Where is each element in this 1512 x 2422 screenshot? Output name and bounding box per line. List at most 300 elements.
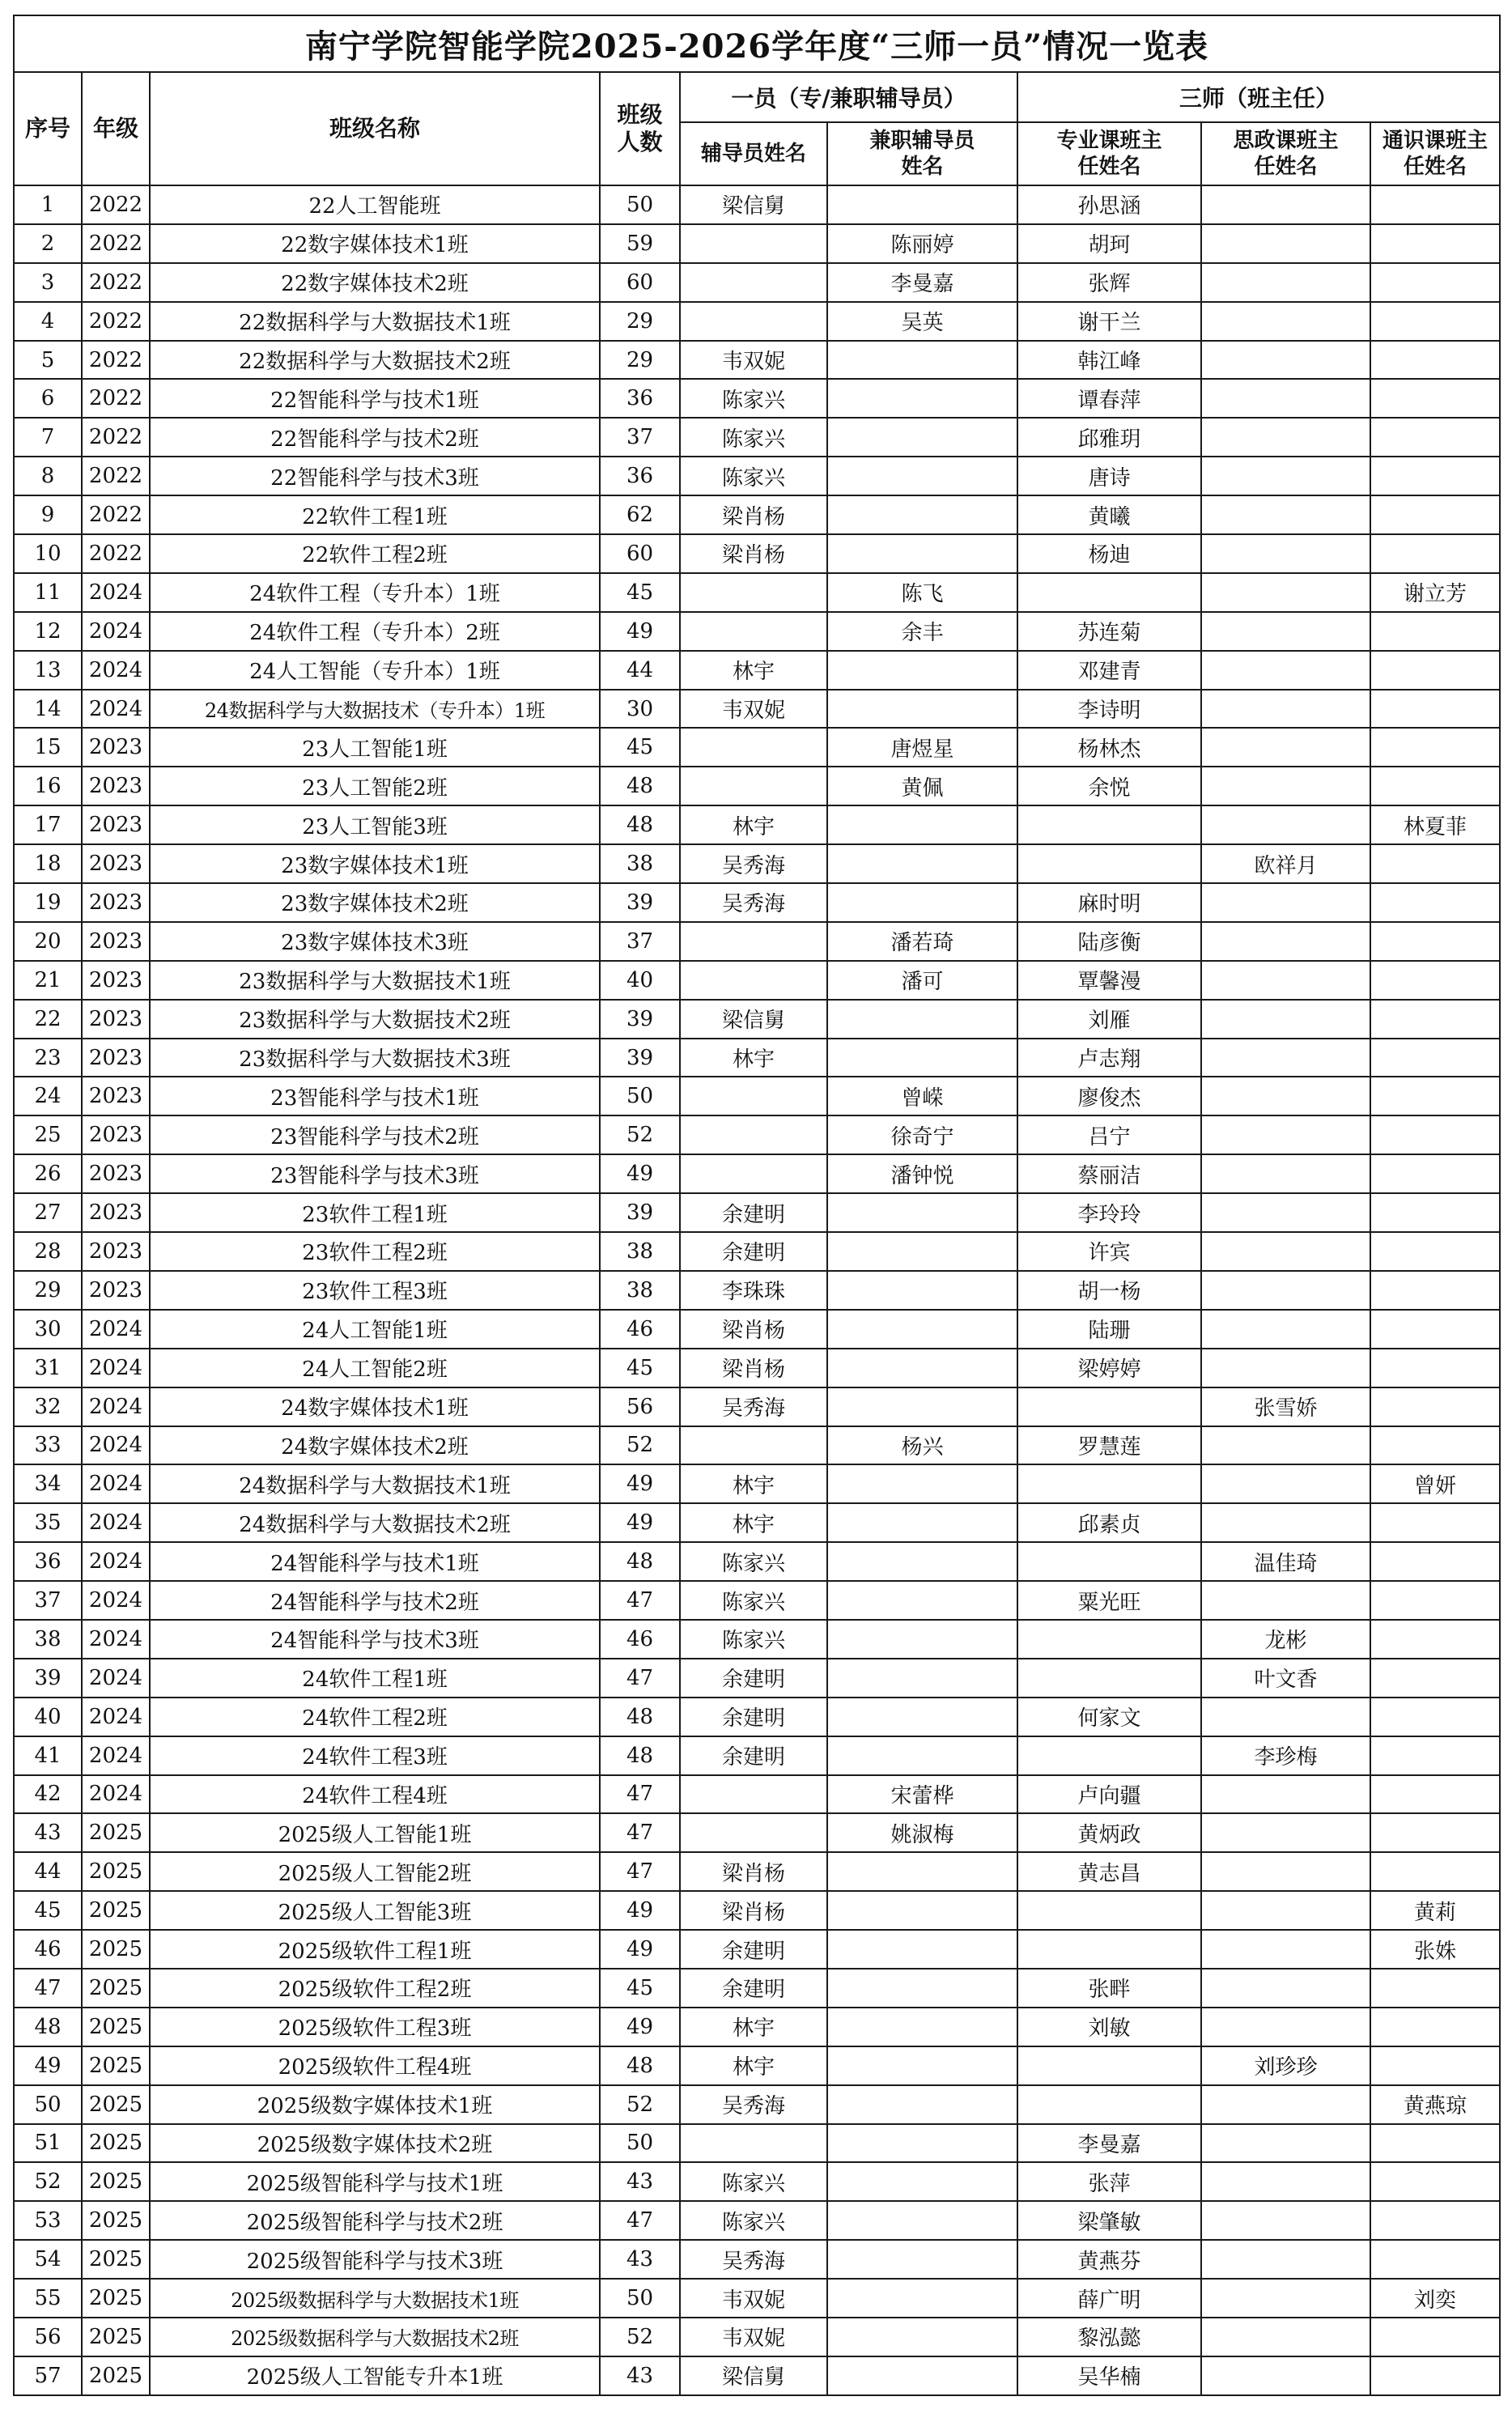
cell-class-size: 29 — [600, 341, 680, 380]
cell-index: 44 — [14, 1852, 82, 1891]
cell-index: 14 — [14, 690, 82, 729]
cell-grade: 2024 — [82, 1464, 150, 1503]
cell-general-teacher — [1370, 302, 1500, 341]
table-row — [14, 1659, 1500, 1698]
cell-general-teacher — [1370, 1775, 1500, 1814]
cell-major-teacher: 苏连菊 — [1017, 612, 1201, 651]
cell-general-teacher — [1370, 1620, 1500, 1659]
cell-class-size: 62 — [600, 495, 680, 534]
cell-grade: 2025 — [82, 2162, 150, 2201]
cell-grade: 2022 — [82, 418, 150, 457]
cell-general-teacher — [1370, 2008, 1500, 2046]
cell-major-teacher: 刘敏 — [1017, 2008, 1201, 2046]
cell-major-teacher — [1017, 1620, 1201, 1659]
cell-general-teacher — [1370, 1736, 1500, 1775]
cell-counselor: 余建明 — [680, 1193, 827, 1232]
cell-class-size: 37 — [600, 418, 680, 457]
cell-grade: 2022 — [82, 379, 150, 418]
spreadsheet — [13, 15, 1499, 2396]
cell-index: 16 — [14, 767, 82, 805]
cell-counselor: 陈家兴 — [680, 1620, 827, 1659]
cell-ideology-teacher: 刘珍珍 — [1201, 2046, 1370, 2085]
cell-ideology-teacher — [1201, 2356, 1370, 2395]
cell-index: 46 — [14, 1930, 82, 1969]
cell-class-name: 24智能科学与技术2班 — [150, 1581, 600, 1620]
cell-counselor: 梁肖杨 — [680, 1349, 827, 1387]
cell-class-name: 2025级人工智能专升本1班 — [150, 2356, 600, 2395]
cell-index: 35 — [14, 1503, 82, 1542]
cell-part-time-counselor — [827, 1271, 1017, 1310]
cell-counselor: 陈家兴 — [680, 418, 827, 457]
cell-class-name: 2025级智能科学与技术1班 — [150, 2162, 600, 2201]
cell-counselor: 林宇 — [680, 1503, 827, 1542]
cell-part-time-counselor — [827, 2240, 1017, 2279]
table-row — [14, 1387, 1500, 1426]
cell-class-size: 43 — [600, 2162, 680, 2201]
cell-class-name: 23软件工程2班 — [150, 1232, 600, 1271]
table-row — [14, 1077, 1500, 1115]
cell-index: 11 — [14, 573, 82, 612]
cell-ideology-teacher — [1201, 767, 1370, 805]
cell-index: 5 — [14, 341, 82, 380]
cell-class-size: 60 — [600, 534, 680, 573]
cell-index: 29 — [14, 1271, 82, 1310]
cell-counselor: 韦双妮 — [680, 690, 827, 729]
cell-class-name: 23数据科学与大数据技术2班 — [150, 1000, 600, 1039]
cell-major-teacher: 梁肇敏 — [1017, 2201, 1201, 2240]
header-major-teacher: 专业课班主任姓名 — [1017, 122, 1201, 185]
table-row — [14, 1930, 1500, 1969]
table-row — [14, 922, 1500, 961]
cell-class-name: 2025级软件工程1班 — [150, 1930, 600, 1969]
cell-counselor — [680, 1115, 827, 1154]
cell-index: 32 — [14, 1387, 82, 1426]
cell-general-teacher — [1370, 922, 1500, 961]
page-title: 南宁学院智能学院2025-2026学年度“三师一员”情况一览表 — [14, 15, 1500, 72]
cell-ideology-teacher — [1201, 1426, 1370, 1465]
cell-index: 20 — [14, 922, 82, 961]
cell-counselor: 吴秀海 — [680, 844, 827, 883]
cell-index: 56 — [14, 2318, 82, 2356]
cell-grade: 2023 — [82, 961, 150, 1000]
cell-part-time-counselor — [827, 2162, 1017, 2201]
cell-general-teacher — [1370, 1503, 1500, 1542]
cell-counselor: 林宇 — [680, 805, 827, 844]
table-row — [14, 1271, 1500, 1310]
cell-class-size: 39 — [600, 1039, 680, 1077]
cell-index: 36 — [14, 1542, 82, 1581]
cell-class-name: 2025级数据科学与大数据技术1班 — [150, 2279, 600, 2318]
cell-major-teacher: 麻时明 — [1017, 883, 1201, 922]
table-row — [14, 1698, 1500, 1736]
cell-grade: 2023 — [82, 1232, 150, 1271]
table-row — [14, 2279, 1500, 2318]
cell-part-time-counselor: 徐奇宁 — [827, 1115, 1017, 1154]
cell-class-name: 23人工智能2班 — [150, 767, 600, 805]
cell-major-teacher: 黎泓懿 — [1017, 2318, 1201, 2356]
cell-major-teacher: 杨林杰 — [1017, 728, 1201, 767]
cell-grade: 2025 — [82, 2356, 150, 2395]
cell-class-size: 48 — [600, 1736, 680, 1775]
table-row — [14, 2124, 1500, 2163]
cell-grade: 2023 — [82, 1271, 150, 1310]
cell-ideology-teacher — [1201, 1349, 1370, 1387]
cell-grade: 2024 — [82, 1620, 150, 1659]
cell-index: 39 — [14, 1659, 82, 1698]
cell-part-time-counselor — [827, 805, 1017, 844]
cell-class-size: 50 — [600, 2124, 680, 2163]
cell-major-teacher: 覃馨漫 — [1017, 961, 1201, 1000]
cell-counselor — [680, 612, 827, 651]
cell-class-name: 24智能科学与技术3班 — [150, 1620, 600, 1659]
cell-ideology-teacher — [1201, 612, 1370, 651]
cell-major-teacher: 邓建青 — [1017, 651, 1201, 690]
cell-counselor: 林宇 — [680, 2008, 827, 2046]
cell-class-size: 49 — [600, 612, 680, 651]
cell-index: 22 — [14, 1000, 82, 1039]
table-row — [14, 690, 1500, 729]
cell-part-time-counselor — [827, 1542, 1017, 1581]
table-row — [14, 1852, 1500, 1891]
cell-counselor: 陈家兴 — [680, 2201, 827, 2240]
table-row — [14, 805, 1500, 844]
cell-counselor: 余建明 — [680, 1969, 827, 2008]
cell-counselor: 余建明 — [680, 1232, 827, 1271]
cell-class-name: 23数字媒体技术3班 — [150, 922, 600, 961]
cell-part-time-counselor — [827, 185, 1017, 224]
table-row — [14, 263, 1500, 302]
cell-index: 30 — [14, 1310, 82, 1349]
cell-part-time-counselor — [827, 534, 1017, 573]
cell-part-time-counselor — [827, 2085, 1017, 2124]
cell-general-teacher — [1370, 1154, 1500, 1193]
table-row — [14, 379, 1500, 418]
cell-general-teacher — [1370, 1813, 1500, 1852]
table-row — [14, 1969, 1500, 2008]
cell-part-time-counselor — [827, 2124, 1017, 2163]
cell-general-teacher — [1370, 2162, 1500, 2201]
cell-ideology-teacher — [1201, 2124, 1370, 2163]
cell-ideology-teacher: 龙彬 — [1201, 1620, 1370, 1659]
cell-part-time-counselor — [827, 2356, 1017, 2395]
cell-class-name: 24软件工程4班 — [150, 1775, 600, 1814]
cell-part-time-counselor — [827, 690, 1017, 729]
cell-part-time-counselor — [827, 1581, 1017, 1620]
cell-ideology-teacher — [1201, 573, 1370, 612]
cell-grade: 2024 — [82, 690, 150, 729]
cell-class-size: 47 — [600, 1775, 680, 1814]
cell-grade: 2022 — [82, 263, 150, 302]
cell-ideology-teacher — [1201, 1581, 1370, 1620]
cell-general-teacher — [1370, 2046, 1500, 2085]
cell-ideology-teacher — [1201, 1969, 1370, 2008]
cell-ideology-teacher — [1201, 302, 1370, 341]
cell-class-size: 48 — [600, 2046, 680, 2085]
table-row — [14, 2046, 1500, 2085]
cell-grade: 2024 — [82, 1503, 150, 1542]
cell-major-teacher — [1017, 844, 1201, 883]
cell-part-time-counselor — [827, 1503, 1017, 1542]
cell-class-name: 2025级智能科学与技术2班 — [150, 2201, 600, 2240]
cell-major-teacher: 杨迪 — [1017, 534, 1201, 573]
cell-counselor: 余建明 — [680, 1736, 827, 1775]
cell-ideology-teacher — [1201, 495, 1370, 534]
cell-index: 33 — [14, 1426, 82, 1465]
cell-general-teacher: 谢立芳 — [1370, 573, 1500, 612]
table-row — [14, 883, 1500, 922]
cell-class-size: 52 — [600, 2318, 680, 2356]
cell-general-teacher — [1370, 1310, 1500, 1349]
cell-index: 7 — [14, 418, 82, 457]
cell-part-time-counselor — [827, 844, 1017, 883]
cell-major-teacher: 邱雅玥 — [1017, 418, 1201, 457]
table-row — [14, 185, 1500, 224]
cell-counselor — [680, 961, 827, 1000]
cell-index: 47 — [14, 1969, 82, 2008]
cell-grade: 2023 — [82, 805, 150, 844]
cell-class-name: 22数字媒体技术1班 — [150, 224, 600, 263]
cell-counselor: 梁信舅 — [680, 2356, 827, 2395]
cell-class-name: 24软件工程（专升本）1班 — [150, 573, 600, 612]
cell-counselor — [680, 224, 827, 263]
cell-major-teacher — [1017, 1464, 1201, 1503]
cell-part-time-counselor — [827, 1659, 1017, 1698]
cell-general-teacher — [1370, 1387, 1500, 1426]
cell-general-teacher — [1370, 1426, 1500, 1465]
cell-ideology-teacher — [1201, 2085, 1370, 2124]
cell-part-time-counselor: 潘若琦 — [827, 922, 1017, 961]
cell-counselor: 梁肖杨 — [680, 534, 827, 573]
cell-part-time-counselor: 宋蕾桦 — [827, 1775, 1017, 1814]
cell-general-teacher — [1370, 1115, 1500, 1154]
cell-class-name: 23人工智能1班 — [150, 728, 600, 767]
table-row — [14, 495, 1500, 534]
cell-class-size: 52 — [600, 1115, 680, 1154]
cell-grade: 2023 — [82, 922, 150, 961]
table-row — [14, 767, 1500, 805]
cell-ideology-teacher — [1201, 805, 1370, 844]
cell-major-teacher: 李玲玲 — [1017, 1193, 1201, 1232]
table-row — [14, 224, 1500, 263]
table-row — [14, 302, 1500, 341]
cell-major-teacher: 黄曦 — [1017, 495, 1201, 534]
cell-class-size: 43 — [600, 2240, 680, 2279]
cell-part-time-counselor: 陈飞 — [827, 573, 1017, 612]
cell-index: 18 — [14, 844, 82, 883]
cell-counselor — [680, 573, 827, 612]
cell-class-size: 45 — [600, 728, 680, 767]
cell-general-teacher — [1370, 1542, 1500, 1581]
cell-class-size: 50 — [600, 2279, 680, 2318]
cell-index: 24 — [14, 1077, 82, 1115]
cell-part-time-counselor: 陈丽婷 — [827, 224, 1017, 263]
cell-major-teacher: 黄炳政 — [1017, 1813, 1201, 1852]
cell-grade: 2024 — [82, 1542, 150, 1581]
cell-index: 19 — [14, 883, 82, 922]
cell-general-teacher: 黄莉 — [1370, 1891, 1500, 1930]
table-row — [14, 2085, 1500, 2124]
cell-ideology-teacher — [1201, 651, 1370, 690]
cell-major-teacher — [1017, 1387, 1201, 1426]
cell-counselor — [680, 1775, 827, 1814]
cell-ideology-teacher — [1201, 1813, 1370, 1852]
table-row — [14, 1154, 1500, 1193]
cell-grade: 2025 — [82, 2201, 150, 2240]
cell-general-teacher — [1370, 1271, 1500, 1310]
header-index: 序号 — [14, 72, 82, 185]
cell-part-time-counselor — [827, 1852, 1017, 1891]
table-row — [14, 341, 1500, 380]
cell-general-teacher — [1370, 2240, 1500, 2279]
table-row — [14, 1115, 1500, 1154]
cell-part-time-counselor — [827, 1232, 1017, 1271]
cell-class-size: 48 — [600, 767, 680, 805]
cell-class-name: 23数据科学与大数据技术3班 — [150, 1039, 600, 1077]
cell-general-teacher — [1370, 1969, 1500, 2008]
cell-index: 9 — [14, 495, 82, 534]
cell-index: 12 — [14, 612, 82, 651]
cell-major-teacher: 何家文 — [1017, 1698, 1201, 1736]
cell-counselor: 梁肖杨 — [680, 1852, 827, 1891]
cell-grade: 2025 — [82, 2085, 150, 2124]
cell-grade: 2024 — [82, 1736, 150, 1775]
cell-major-teacher: 许宾 — [1017, 1232, 1201, 1271]
cell-ideology-teacher — [1201, 1503, 1370, 1542]
cell-major-teacher: 胡一杨 — [1017, 1271, 1201, 1310]
cell-index: 38 — [14, 1620, 82, 1659]
cell-general-teacher: 黄燕琼 — [1370, 2085, 1500, 2124]
cell-part-time-counselor: 余丰 — [827, 612, 1017, 651]
cell-counselor: 梁信舅 — [680, 1000, 827, 1039]
cell-part-time-counselor — [827, 1464, 1017, 1503]
cell-major-teacher — [1017, 1659, 1201, 1698]
cell-class-size: 47 — [600, 1852, 680, 1891]
cell-grade: 2022 — [82, 185, 150, 224]
cell-ideology-teacher — [1201, 418, 1370, 457]
cell-class-name: 23智能科学与技术2班 — [150, 1115, 600, 1154]
cell-ideology-teacher — [1201, 1193, 1370, 1232]
cell-class-size: 48 — [600, 1542, 680, 1581]
cell-grade: 2023 — [82, 767, 150, 805]
cell-grade: 2024 — [82, 1310, 150, 1349]
cell-major-teacher: 余悦 — [1017, 767, 1201, 805]
cell-part-time-counselor — [827, 495, 1017, 534]
cell-class-name: 23数字媒体技术2班 — [150, 883, 600, 922]
cell-class-name: 24人工智能（专升本）1班 — [150, 651, 600, 690]
cell-general-teacher — [1370, 185, 1500, 224]
table-row — [14, 1503, 1500, 1542]
cell-class-name: 2025级数据科学与大数据技术2班 — [150, 2318, 600, 2356]
cell-general-teacher — [1370, 495, 1500, 534]
cell-grade: 2023 — [82, 1115, 150, 1154]
cell-class-name: 22智能科学与技术1班 — [150, 379, 600, 418]
cell-part-time-counselor: 曾嵘 — [827, 1077, 1017, 1115]
cell-ideology-teacher — [1201, 341, 1370, 380]
cell-major-teacher — [1017, 573, 1201, 612]
cell-major-teacher: 梁婷婷 — [1017, 1349, 1201, 1387]
cell-class-name: 2025级人工智能2班 — [150, 1852, 600, 1891]
header-counselor-group: 一员（专/兼职辅导员） — [680, 72, 1017, 122]
cell-general-teacher: 林夏菲 — [1370, 805, 1500, 844]
cell-part-time-counselor — [827, 1387, 1017, 1426]
cell-class-name: 24软件工程2班 — [150, 1698, 600, 1736]
table-row — [14, 2008, 1500, 2046]
cell-class-name: 23智能科学与技术1班 — [150, 1077, 600, 1115]
cell-class-name: 24数据科学与大数据技术（专升本）1班 — [150, 690, 600, 729]
cell-counselor: 陈家兴 — [680, 1542, 827, 1581]
cell-grade: 2022 — [82, 302, 150, 341]
cell-major-teacher — [1017, 1891, 1201, 1930]
cell-counselor: 陈家兴 — [680, 379, 827, 418]
cell-grade: 2025 — [82, 2008, 150, 2046]
cell-major-teacher: 蔡丽洁 — [1017, 1154, 1201, 1193]
cell-grade: 2023 — [82, 1154, 150, 1193]
cell-class-name: 2025级软件工程3班 — [150, 2008, 600, 2046]
cell-major-teacher: 谢干兰 — [1017, 302, 1201, 341]
cell-ideology-teacher: 李珍梅 — [1201, 1736, 1370, 1775]
cell-index: 55 — [14, 2279, 82, 2318]
table-row — [14, 1349, 1500, 1387]
cell-class-name: 24人工智能1班 — [150, 1310, 600, 1349]
cell-general-teacher — [1370, 534, 1500, 573]
cell-general-teacher — [1370, 1698, 1500, 1736]
cell-grade: 2023 — [82, 1039, 150, 1077]
cell-major-teacher: 韩江峰 — [1017, 341, 1201, 380]
cell-index: 15 — [14, 728, 82, 767]
table-row — [14, 2318, 1500, 2356]
table-row — [14, 1620, 1500, 1659]
cell-part-time-counselor — [827, 1930, 1017, 1969]
table-row — [14, 534, 1500, 573]
cell-class-name: 22智能科学与技术3班 — [150, 457, 600, 495]
cell-counselor — [680, 263, 827, 302]
cell-index: 4 — [14, 302, 82, 341]
table-row — [14, 1736, 1500, 1775]
cell-general-teacher — [1370, 1039, 1500, 1077]
cell-grade: 2025 — [82, 2240, 150, 2279]
cell-class-size: 56 — [600, 1387, 680, 1426]
cell-counselor: 梁信舅 — [680, 185, 827, 224]
cell-counselor: 林宇 — [680, 1039, 827, 1077]
cell-class-size: 46 — [600, 1620, 680, 1659]
header-general-teacher: 通识课班主任姓名 — [1370, 122, 1500, 185]
cell-ideology-teacher — [1201, 1115, 1370, 1154]
cell-class-size: 39 — [600, 1000, 680, 1039]
cell-part-time-counselor — [827, 1620, 1017, 1659]
cell-ideology-teacher — [1201, 185, 1370, 224]
cell-index: 51 — [14, 2124, 82, 2163]
cell-general-teacher — [1370, 224, 1500, 263]
cell-part-time-counselor: 黄佩 — [827, 767, 1017, 805]
cell-major-teacher — [1017, 2046, 1201, 2085]
cell-major-teacher: 孙思涵 — [1017, 185, 1201, 224]
cell-class-name: 24数字媒体技术1班 — [150, 1387, 600, 1426]
cell-counselor: 余建明 — [680, 1698, 827, 1736]
cell-grade: 2025 — [82, 1969, 150, 2008]
cell-index: 3 — [14, 263, 82, 302]
cell-ideology-teacher — [1201, 2162, 1370, 2201]
cell-general-teacher — [1370, 1349, 1500, 1387]
cell-ideology-teacher: 欧祥月 — [1201, 844, 1370, 883]
cell-grade: 2022 — [82, 341, 150, 380]
cell-class-size: 38 — [600, 844, 680, 883]
cell-class-size: 37 — [600, 922, 680, 961]
cell-ideology-teacher — [1201, 1464, 1370, 1503]
cell-counselor: 李珠珠 — [680, 1271, 827, 1310]
cell-class-name: 23数据科学与大数据技术1班 — [150, 961, 600, 1000]
cell-index: 49 — [14, 2046, 82, 2085]
cell-index: 31 — [14, 1349, 82, 1387]
